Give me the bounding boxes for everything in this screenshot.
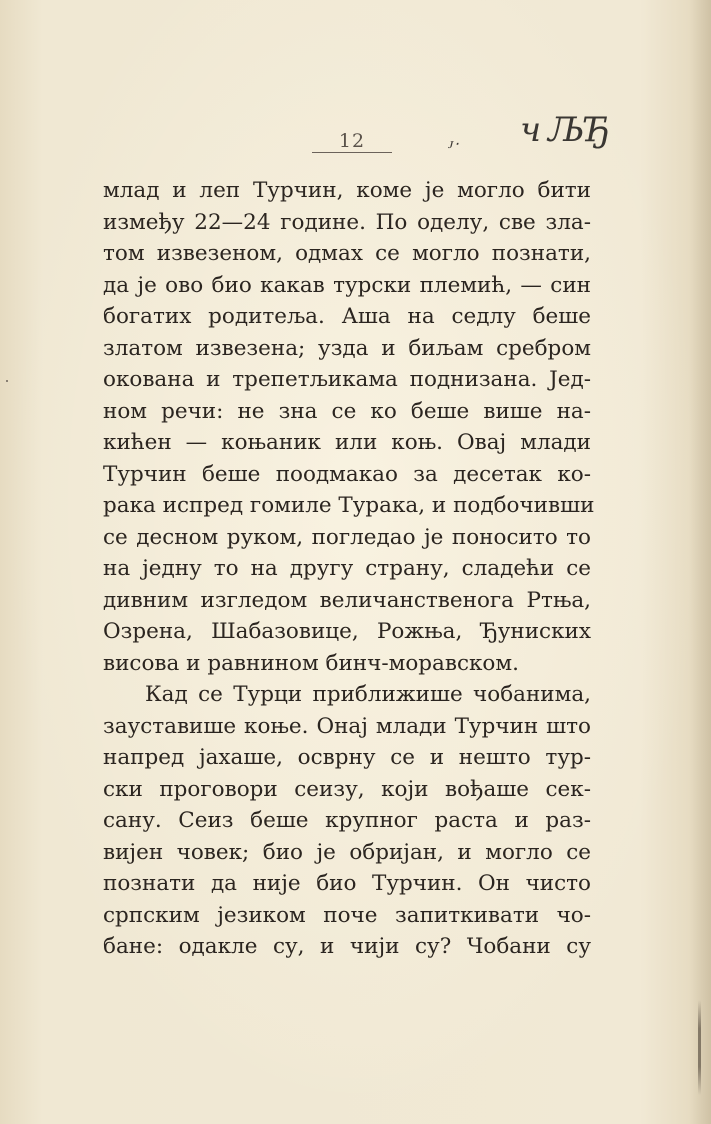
- text-line: дивним изгледом величанственога Ртња,: [103, 587, 591, 613]
- text-line: на једну то на другу страну, сладећи се: [103, 556, 591, 581]
- text-line: између 22—24 године. По оделу, све зла-: [103, 209, 591, 235]
- text-line: да је ово био какав турски племић, — син: [103, 272, 591, 298]
- margin-speck: [6, 380, 8, 382]
- page-number: 12: [338, 130, 366, 152]
- text-line: млад и леп Турчин, коме је могло бити: [103, 178, 591, 203]
- text-line: окована и трепетљикама поднизана. Јед-: [103, 367, 591, 392]
- text-line: вијен човек; био је обријан, и могло се: [103, 839, 591, 865]
- paragraph-end-line: висова и равнином бинч-моравском.: [103, 650, 519, 676]
- page-header: [0, 110, 711, 164]
- text-line: Озрена, Шабазовице, Рожња, Ђуниских: [103, 619, 591, 644]
- text-line: ном речи: не зна се ко беше више на-: [103, 398, 591, 424]
- text-line: напред јахаше, осврну се и нешто тур-: [103, 745, 591, 770]
- text-line: рака испред гомиле Турака, и подбочивши: [103, 493, 595, 518]
- text-line: сану. Сеиз беше крупног раста и раз-: [103, 808, 591, 833]
- text-line: кићен — коњаник или коњ. Овај млади: [103, 430, 591, 455]
- page-edge-shadow: [689, 0, 711, 1124]
- header-rule: [312, 152, 392, 153]
- text-line: зауставише коње. Онај млади Турчин што: [103, 713, 591, 739]
- text-line: познати да није био Турчин. Он чисто: [103, 871, 591, 896]
- text-line: богатих родитеља. Аша на седлу беше: [103, 304, 591, 329]
- text-line: ски проговори сеизу, који вођаше сек-: [103, 776, 591, 802]
- paragraph-start-line: Кад се Турци приближише чобанима,: [145, 682, 591, 707]
- text-line: се десном руком, погледао је поносито то: [103, 524, 591, 550]
- body-text: [103, 175, 595, 963]
- text-line: златом извезена; узда и биљам сребром: [103, 335, 591, 361]
- text-line: Турчин беше поодмакао за десетак ко-: [103, 461, 591, 487]
- page-edge-mark: [698, 1000, 701, 1095]
- pencil-annotation-right: ч ЉЂ: [520, 110, 608, 150]
- text-line: српским језиком поче запиткивати чо-: [103, 902, 591, 928]
- text-line: бане: одакле су, и чији су? Чобани су: [103, 934, 591, 959]
- text-line: том извезеном, одмах се могло познати,: [103, 241, 591, 266]
- pencil-annotation-left: ꭻ٠: [448, 134, 461, 152]
